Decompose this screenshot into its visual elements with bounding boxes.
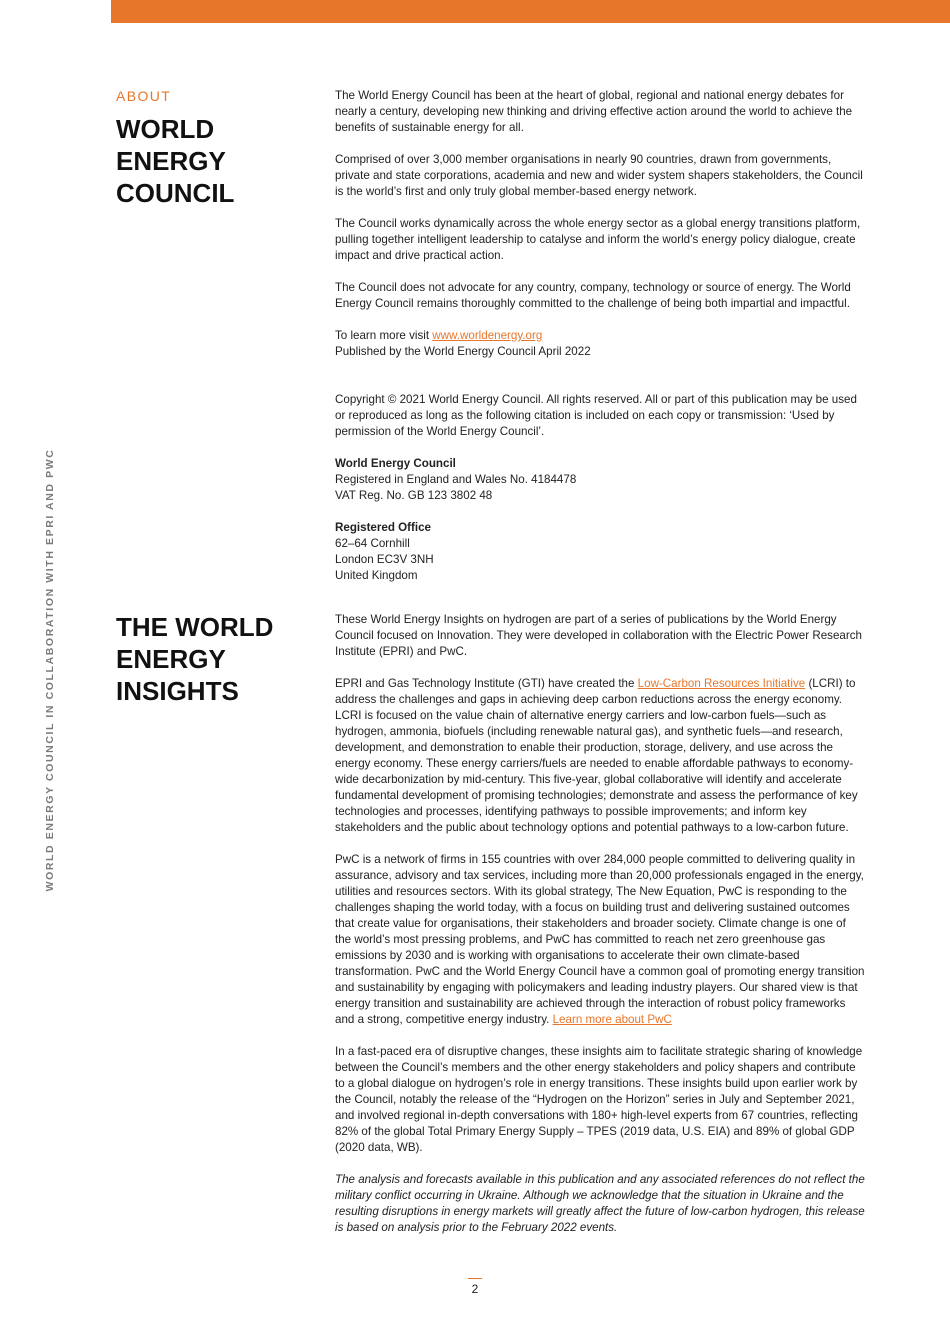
side-running-title: WORLD ENERGY COUNCIL IN COLLABORATION WITH EPRI AND PWC — [44, 448, 56, 892]
disclaimer-paragraph: The analysis and forecasts available in this publication and any associated references do not reflect the military conflict occurring in Ukraine. Although we acknowledge that the situation in Ukraine and the resulting disruptions in energy markets will greatly affect the future of low-carbon hydrogen, this release is based on analysis prior to the February 2022 events. — [335, 1173, 865, 1234]
pwc-paragraph — [335, 852, 865, 1028]
about-paragraph: The World Energy Council has been at the heart of global, regional and national energy debates for nearly a century, developing new thinking and driving effective action around the world to achieve the benefits of sustainable energy for all. — [335, 89, 853, 134]
about-label: ABOUT — [116, 88, 172, 104]
lcri-text-rest: (LCRI) to address the challenges and gaps in achieving deep carbon reductions across the energy economy. LCRI is focused on the value chain of alternative energy carriers and low-carbon fuels—such as hydrogen, ammonia, biofuels (including renewable natural gas), and synthetic fuels—and research, development, and demonstration to enable their production, storage, delivery, and use across the energy economy. These energy carriers/fuels are needed to enable affordable pathways to economy-wide decarbonization by mid-century. This five-year, global collaborative will identify and accelerate fundamental development of promising technologies; demonstrate and assess the performance of key technologies and processes, identifying pathways to possible improvements; and inform key stakeholders and the public about technology options and potential pathways to a low-carbon future. — [335, 677, 858, 834]
published-line: Published by the World Energy Council April 2022 — [335, 345, 591, 358]
registration-title: World Energy Council — [335, 457, 456, 470]
worldenergy-link[interactable]: www.worldenergy.org — [432, 329, 543, 342]
insights-paragraph: These World Energy Insights on hydrogen are part of a series of publications by the World Energy Council focused on Innovation. They were developed in collaboration with the Electric Power Research Institute (EPRI) and PwC. — [335, 613, 862, 658]
office-address-line: London EC3V 3NH — [335, 553, 434, 566]
insights-body — [335, 612, 865, 1252]
about-paragraph: The Council works dynamically across the whole energy sector as a global energy transitions platform, pulling together intelligent leadership to catalyse and inform the world’s energy policy dialogue, create impact and drive practical action. — [335, 217, 861, 262]
pwc-link[interactable]: Learn more about PwC — [552, 1013, 672, 1026]
about-heading: WORLD ENERGY COUNCIL — [116, 114, 235, 208]
office-address-line: 62–64 Cornhill — [335, 537, 410, 550]
lcri-paragraph — [335, 676, 865, 836]
office-title: Registered Office — [335, 521, 431, 534]
about-paragraph: Comprised of over 3,000 member organisations in nearly 90 countries, drawn from governments, private and state corporations, academia and new and wider system shapers stakeholders, the Council is the world’s first and only truly global member-based energy network. — [335, 153, 863, 198]
top-accent-bar — [111, 0, 950, 23]
page-number: 2 — [468, 1278, 482, 1296]
pwc-text: PwC is a network of firms in 155 countries with over 284,000 people committed to delivering quality in assurance, advisory and tax services, including more than 20,000 professionals engaged in the energy, utilities and resources sectors. With its global strategy, The New Equation, PwC is responding to the challenges shaping the world today, with a focus on building trust and delivering sustained outcomes that create value for organisations, their stakeholders and broader society. Climate change is one of the world’s most pressing problems, and PwC has committed to reach net zero greenhouse gas emissions by 2030 and is working with organisations to accelerate their own climate-based transformation. PwC and the World Energy Council have a common goal of promoting energy transition and sustainability by engaging with policymakers and leading industry players. Our shared view is that energy transition and sustainability are achieved through the interaction of robust policy frameworks and a strong, competitive energy industry. — [335, 853, 865, 1026]
registered-office-block — [335, 520, 865, 584]
learn-more-block — [335, 328, 865, 360]
copyright-paragraph: Copyright © 2021 World Energy Council. All rights reserved. All or part of this publication may be used or reproduced as long as the following citation is included on each copy or transmission: ‘Used by permission of the World Energy Council’. — [335, 393, 857, 438]
registration-number: Registered in England and Wales No. 4184478 — [335, 473, 577, 486]
registration-block — [335, 456, 865, 504]
about-body — [335, 88, 865, 600]
lcri-link[interactable]: Low-Carbon Resources Initiative — [637, 677, 806, 690]
vat-number: VAT Reg. No. GB 123 3802 48 — [335, 489, 493, 502]
learn-more-text: To learn more visit — [335, 329, 433, 342]
insights-paragraph: In a fast-paced era of disruptive changes, these insights aim to facilitate strategic sharing of knowledge between the Council’s members and the other energy stakeholders and policy shapers and contribute to a global dialogue on hydrogen’s role in energy transitions. These insights build upon earlier work by the Council, notably the release of the “Hydrogen on the Horizon” series in July and September 2021, and involved regional in-depth conversations with 180+ high-level experts from 67 countries, reflecting 82% of the global Total Primary Energy Supply – TPES (2019 data, U.S. EIA) and 89% of global GDP (2020 data, WB). — [335, 1045, 863, 1154]
lcri-text-prefix: EPRI and Gas Technology Institute (GTI) have created the — [335, 677, 638, 690]
insights-heading: THE WORLD ENERGY INSIGHTS — [116, 612, 274, 706]
about-paragraph: The Council does not advocate for any country, company, technology or source of energy. The World Energy Council remains thoroughly committed to the challenge of being both impartial and impactful. — [335, 281, 851, 310]
office-address-line: United Kingdom — [335, 569, 418, 582]
